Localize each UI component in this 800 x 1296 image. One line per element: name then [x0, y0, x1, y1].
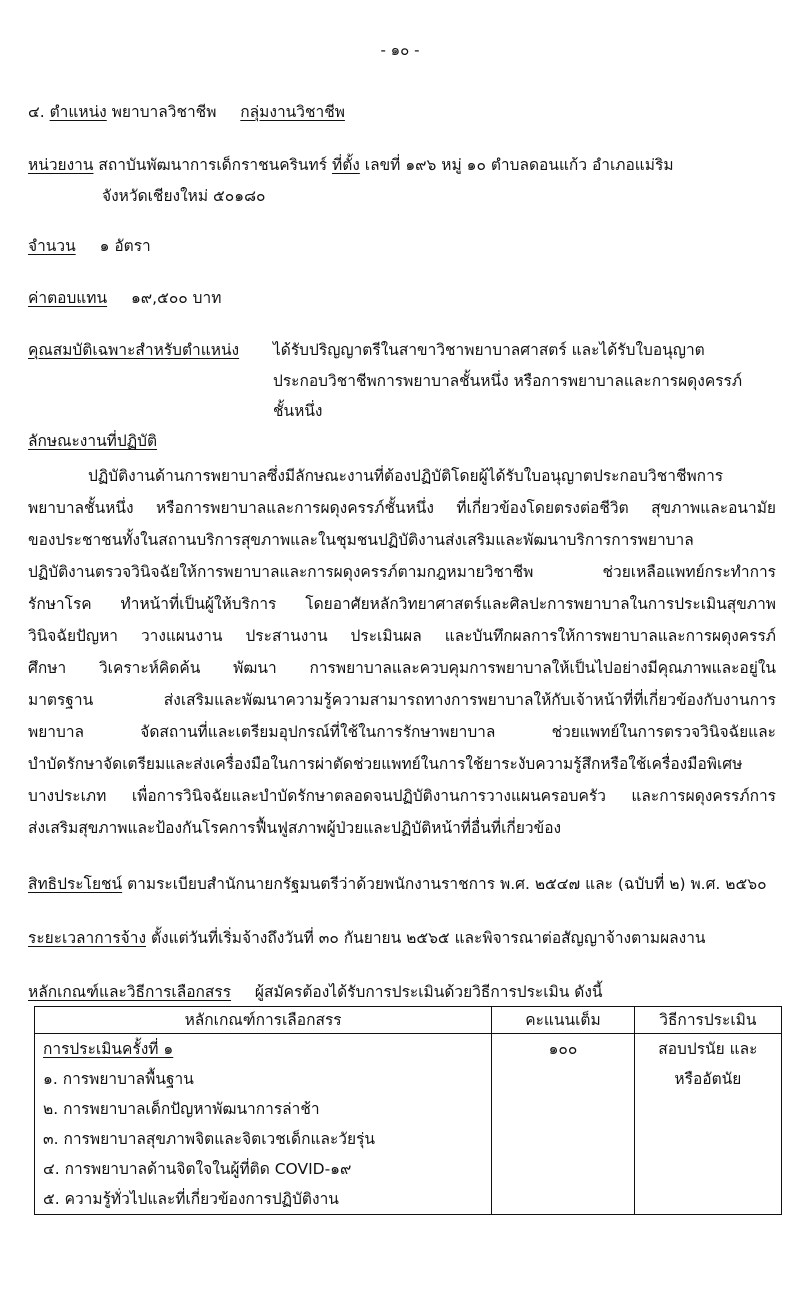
qualifications-line-1: ได้รับปริญญาตรีในสาขาวิชาพยาบาลศาสตร์ และได้รับใบอนุญาต: [273, 341, 705, 359]
header-full-score: คะแนนเต็ม: [492, 1007, 635, 1034]
job-description-line: บางประเภท เพื่อการวินิจฉัยและบำบัดรักษาตลอดจนปฏิบัติงานการวางแผนครอบครัว และการผดุงครรภ์การ: [28, 787, 776, 805]
table-header-row: [35, 1007, 782, 1034]
criteria-item: ๒. การพยาบาลเด็กปัญหาพัฒนาการล่าช้า: [43, 1100, 320, 1118]
agency-label: หน่วยงาน: [28, 156, 94, 174]
table-row: [35, 1034, 782, 1215]
benefits-text: ตามระเบียบสำนักนายกรัฐมนตรีว่าด้วยพนักงานราชการ พ.ศ. ๒๕๔๗ และ (ฉบับที่ ๒) พ.ศ. ๒๕๖๐: [127, 875, 767, 893]
qualifications-label: คุณสมบัติเฉพาะสำหรับตำแหน่ง: [28, 341, 240, 359]
job-description-line: พยาบาล จัดสถานที่และเตรียมอุปกรณ์ที่ใช้ในการรักษาพยาบาล ช่วยแพทย์ในการตรวจวินิจฉัยและ: [28, 723, 776, 741]
header-criteria: หลักเกณฑ์การเลือกสรร: [35, 1007, 492, 1034]
job-description-line: ปฏิบัติงานด้านการพยาบาลซึ่งมีลักษณะงานที่ต้องปฏิบัติโดยผู้ได้รับใบอนุญาตประกอบวิชาชีพการ: [88, 467, 724, 485]
method-line: หรืออัตนัย: [674, 1070, 742, 1088]
job-description-line: ปฏิบัติงานตรวจวินิจฉัยให้การพยาบาลและการผดุงครรภ์ตามกฎหมายวิชาชีพ ช่วยเหลือแพทย์กระทำการ: [28, 563, 776, 581]
quantity-line: [28, 236, 151, 256]
job-description-line: มาตรฐาน ส่งเสริมและพัฒนาความรู้ความสามารถทางการพยาบาลให้กับเจ้าหน้าที่ที่เกี่ยวข้องกับงานการ: [28, 691, 776, 709]
round-title: การประเมินครั้งที่ ๑: [43, 1040, 174, 1058]
page-number: - ๑๐ -: [380, 41, 420, 59]
criteria-item: ๕. ความรู้ทั่วไปและที่เกี่ยวข้องการปฏิบัติงาน: [43, 1190, 339, 1208]
compensation-label: ค่าตอบแทน: [28, 289, 108, 307]
job-description-line: รักษาโรค ทำหน้าที่เป็นผู้ให้บริการ โดยอาศัยหลักวิทยาศาสตร์และศิลปะการพยาบาลในการประเมินสุขภาพ: [28, 595, 776, 613]
agency-address-line1: เลขที่ ๑๙๖ หมู่ ๑๐ ตำบลดอนแก้ว อำเภอแม่ริม: [364, 156, 674, 174]
job-description-line: บำบัดรักษาจัดเตรียมและส่งเครื่องมือในการผ่าตัดช่วยแพทย์ในการใช้ยาระงับความรู้สึกหรือใช้เครื่องมือพิเศษ: [28, 755, 743, 773]
position-title: พยาบาลวิชาชีพ: [111, 103, 217, 121]
position-group: กลุ่มงานวิชาชีพ: [240, 103, 345, 121]
qualifications-line-2: ประกอบวิชาชีพการพยาบาลชั้นหนึ่ง หรือการพยาบาลและการผดุงครรภ์: [273, 372, 743, 390]
full-score-cell: [492, 1034, 635, 1215]
employment-period-label: ระยะเวลาการจ้าง: [28, 929, 147, 947]
agency-address-line2: จังหวัดเชียงใหม่ ๕๐๑๘๐: [102, 187, 266, 205]
criteria-item: ๑. การพยาบาลพื้นฐาน: [43, 1070, 194, 1088]
job-description-line: ส่งเสริมสุขภาพและป้องกันโรคการฟื้นฟูสภาพผู้ป่วยและปฏิบัติหน้าที่อื่นที่เกี่ยวข้อง: [28, 819, 562, 837]
job-description-line: พยาบาลชั้นหนึ่ง หรือการพยาบาลและการผดุงครรภ์ชั้นหนึ่ง ที่เกี่ยวข้องโดยตรงต่อชีวิต สุขภาพและอนามัย: [28, 499, 776, 517]
selection-line: [28, 982, 603, 1002]
criteria-cell: [35, 1034, 492, 1215]
selection-label: หลักเกณฑ์และวิธีการเลือกสรร: [28, 983, 232, 1001]
selection-intro: ผู้สมัครต้องได้รับการประเมินด้วยวิธีการประเมิน ดังนี้: [254, 983, 603, 1001]
criteria-item: ๔. การพยาบาลด้านจิตใจในผู้ที่ติด COVID-๑๙: [43, 1160, 352, 1178]
job-description-line: ของประชาชนทั้งในสถานบริการสุขภาพและในชุมชนปฏิบัติงานส่งเสริมและพัฒนาบริการการพยาบาล: [28, 531, 694, 549]
position-number: ๔.: [28, 103, 45, 121]
job-description-heading: ลักษณะงานที่ปฏิบัติ: [28, 432, 158, 450]
employment-period-text: ตั้งแต่วันที่เริ่มจ้างถึงวันที่ ๓๐ กันยายน ๒๕๖๕ และพิจารณาต่อสัญญาจ้างตามผลงาน: [150, 929, 706, 947]
agency-location-label: ที่ตั้ง: [331, 156, 360, 174]
job-description-line: วินิจฉัยปัญหา วางแผนงาน ประสานงาน ประเมินผล และบันทึกผลการให้การพยาบาลและการผดุงครรภ์: [28, 627, 776, 645]
compensation-line: [28, 288, 221, 308]
method-line: สอบปรนัย และ: [658, 1040, 758, 1058]
position-line: [28, 102, 345, 122]
job-description-line: ศึกษา วิเคราะห์คิดค้น พัฒนา การพยาบาลและควบคุมการพยาบาลให้เป็นไปอย่างมีคุณภาพและอยู่ใน: [28, 659, 776, 677]
quantity-label: จำนวน: [28, 237, 76, 255]
full-score-value: ๑๐๐: [548, 1040, 578, 1058]
benefits-label: สิทธิประโยชน์: [28, 875, 123, 893]
benefits-line: [28, 874, 767, 894]
agency-line: [28, 155, 674, 175]
criteria-item: ๓. การพยาบาลสุขภาพจิตและจิตเวชเด็กและวัยรุ่น: [43, 1130, 376, 1148]
quantity-value: ๑ อัตรา: [99, 237, 151, 255]
position-label: ตำแหน่ง: [49, 103, 107, 121]
agency-name: สถาบันพัฒนาการเด็กราชนครินทร์: [98, 156, 328, 174]
compensation-value: ๑๙,๕๐๐ บาท: [130, 289, 222, 307]
employment-period-line: [28, 928, 706, 948]
method-cell: [634, 1034, 781, 1215]
job-description-paragraph: [28, 460, 776, 844]
selection-criteria-table: [34, 1006, 782, 1215]
qualifications-line-3: ชั้นหนึ่ง: [273, 402, 323, 420]
header-method: วิธีการประเมิน: [634, 1007, 781, 1034]
